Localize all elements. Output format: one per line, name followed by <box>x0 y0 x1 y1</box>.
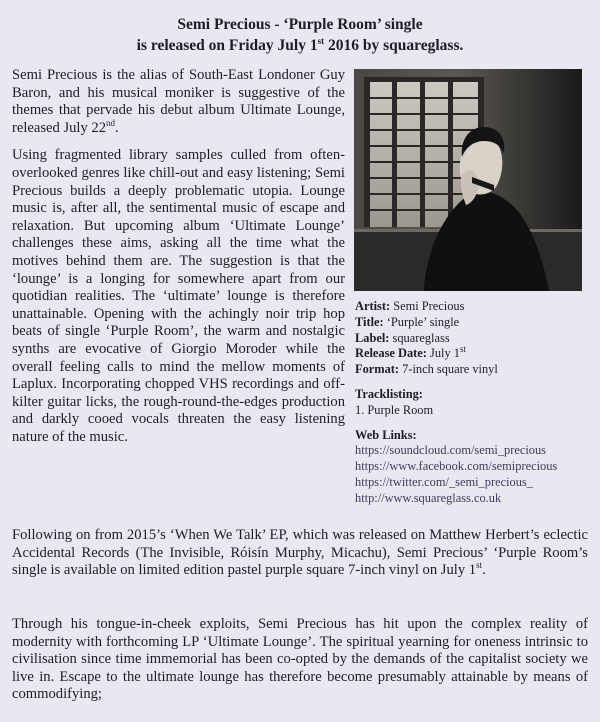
title-value: ‘Purple’ single <box>383 314 460 329</box>
artist-photo <box>354 69 582 291</box>
weblinks-heading-text: Web Links: <box>355 427 417 442</box>
weblinks-heading <box>355 428 595 444</box>
release-date-label: Release Date: <box>355 346 427 361</box>
label-row <box>355 331 595 347</box>
intro-p1-text: Semi Precious is the alias of South-East Londoner Guy Baron, and his musical moniker is suggestive of the themes that pervade his debut album Ultimate Lounge, released July 22 <box>12 67 345 136</box>
title-ordinal-suffix: st <box>317 35 325 46</box>
page-title <box>0 14 600 56</box>
intro-paragraph-1 <box>12 67 345 137</box>
title-line-2-end: 2016 by squareglass. <box>324 37 464 54</box>
artist-photo-image <box>354 69 582 291</box>
tracklisting-heading <box>355 387 595 403</box>
body-paragraph-3 <box>12 527 588 580</box>
body-paragraph-4: Through his tongue-in-cheek exploits, Semi Precious has hit upon the complex reality of modernity with forthcoming LP ‘Ultimate Lounge’. The spiritual yearning for oneness intrinsic to civilisation since time immemorial has been co-opted by the demands of the capitalist society we live in. Escape to the ultimate lounge has therefore become presumably attainable by means of commodifying; <box>12 616 588 703</box>
format-label: Format: <box>355 362 400 377</box>
facebook-link[interactable]: https://www.facebook.com/semiprecious <box>355 459 558 474</box>
intro-p1-end: . <box>115 119 119 136</box>
intro-p1-ordinal: nd <box>106 117 116 128</box>
title-label: Title: <box>355 314 384 329</box>
soundcloud-link[interactable]: https://soundcloud.com/semi_precious <box>355 443 547 458</box>
title-line-2 <box>0 35 600 56</box>
body-paragraph-4-block <box>12 616 588 704</box>
label-value: squareglass <box>389 330 450 345</box>
track-item: 1. Purple Room <box>355 402 434 417</box>
body-p3-ordinal: st <box>476 560 483 571</box>
intro-paragraph-2: Using fragmented library samples culled from often-overlooked genres like chill-out and easy listening; Semi Precious builds a deeply problematic utopia. Lounge music is, after all, the sentimental music of escape and relaxation. But upcoming album ‘Ultimate Lounge’ challenges these aims, asking all the time what the motives behind them are. The suggestion is that the ‘lounge’ is a longing for somewhere apart from our quotidian realities. The ‘ultimate’ lounge is therefore unattainable. Opening with the achingly noir trip hop beats of single ‘Purple Room’, the warm and nostalgic synths are evocative of Giorgio Moroder while the overall feeling calls to mind the mellow moments of Laplux. Incorporating chopped VHS recordings and off-kilter guitar licks, the rough-round-the-edges production and darkly cooed vocals threaten the easy listening nature of the music. <box>12 147 345 445</box>
website-link[interactable]: http://www.squareglass.co.uk <box>355 490 502 505</box>
format-value: 7-inch square vinyl <box>399 362 498 377</box>
body-p3-end: . <box>482 562 486 579</box>
artist-label: Artist: <box>355 299 391 313</box>
title-row <box>355 315 595 331</box>
intro-column <box>12 67 345 456</box>
body-p3-text: Following on from 2015’s ‘When We Talk’ EP, which was released on Matthew Herbert’s eclectic Accidental Records (The Invisible, Róisín Murphy, Micachu), Semi Precious’ ‘Purple Room’s single is available on limited edition pastel purple square 7-inch vinyl on July 1 <box>12 527 588 579</box>
format-row <box>355 362 595 378</box>
release-date-ordinal: st <box>459 344 466 355</box>
twitter-link[interactable]: https://twitter.com/_semi_precious_ <box>355 474 533 489</box>
label-label: Label: <box>355 330 390 345</box>
artist-value: Semi Precious <box>390 299 465 313</box>
release-date-value: July 1 <box>426 346 460 361</box>
release-info <box>355 299 595 507</box>
tracklisting-heading-text: Tracklisting: <box>355 386 423 401</box>
release-date-row <box>355 346 595 362</box>
body-paragraph-3-block <box>12 527 588 580</box>
title-line-1: Semi Precious - ‘Purple Room’ single <box>177 16 423 33</box>
title-line-2-text: is released on Friday July 1 <box>136 37 318 54</box>
artist-row <box>355 299 595 315</box>
